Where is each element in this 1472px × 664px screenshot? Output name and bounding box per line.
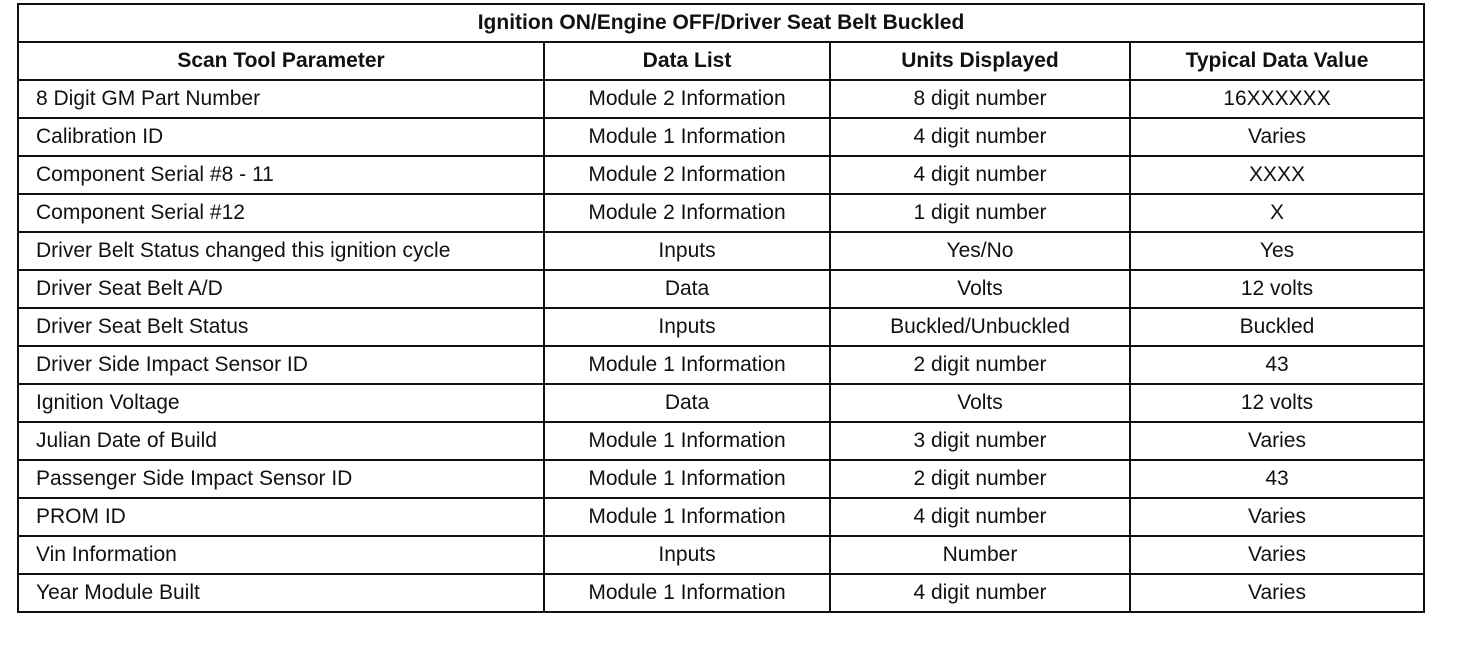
cell-units: 2 digit number	[830, 346, 1130, 384]
table-row	[18, 80, 1424, 118]
table-row	[18, 574, 1424, 612]
cell-typical-value: Buckled	[1130, 308, 1424, 346]
cell-typical-value: 16XXXXXX	[1130, 80, 1424, 118]
cell-data-list: Inputs	[544, 232, 830, 270]
cell-data-list: Inputs	[544, 536, 830, 574]
cell-typical-value: 12 volts	[1130, 384, 1424, 422]
table-row	[18, 536, 1424, 574]
cell-units: 1 digit number	[830, 194, 1130, 232]
cell-typical-value: Yes	[1130, 232, 1424, 270]
cell-data-list: Module 1 Information	[544, 498, 830, 536]
cell-parameter: Calibration ID	[18, 118, 544, 156]
table-head	[18, 4, 1424, 80]
cell-parameter: Driver Seat Belt Status	[18, 308, 544, 346]
cell-units: Volts	[830, 270, 1130, 308]
cell-units: Number	[830, 536, 1130, 574]
cell-data-list: Module 1 Information	[544, 574, 830, 612]
cell-data-list: Module 1 Information	[544, 118, 830, 156]
table-row	[18, 156, 1424, 194]
cell-parameter: Component Serial #8 - 11	[18, 156, 544, 194]
table-row	[18, 194, 1424, 232]
column-header-typical-data-value: Typical Data Value	[1130, 42, 1424, 80]
cell-data-list: Module 2 Information	[544, 80, 830, 118]
cell-data-list: Inputs	[544, 308, 830, 346]
table-body	[18, 80, 1424, 612]
table-row	[18, 308, 1424, 346]
table-row	[18, 232, 1424, 270]
cell-parameter: Driver Belt Status changed this ignition cycle	[18, 232, 544, 270]
cell-data-list: Data	[544, 270, 830, 308]
cell-typical-value: Varies	[1130, 536, 1424, 574]
table-row	[18, 384, 1424, 422]
column-header-data-list: Data List	[544, 42, 830, 80]
cell-data-list: Module 1 Information	[544, 422, 830, 460]
cell-typical-value: 43	[1130, 460, 1424, 498]
cell-parameter: Component Serial #12	[18, 194, 544, 232]
cell-typical-value: Varies	[1130, 498, 1424, 536]
cell-typical-value: Varies	[1130, 574, 1424, 612]
cell-parameter: Vin Information	[18, 536, 544, 574]
table-row	[18, 498, 1424, 536]
cell-units: Yes/No	[830, 232, 1130, 270]
column-header-scan-tool-parameter: Scan Tool Parameter	[18, 42, 544, 80]
scan-tool-data-table-container	[17, 3, 1423, 613]
cell-typical-value: Varies	[1130, 118, 1424, 156]
cell-units: 3 digit number	[830, 422, 1130, 460]
cell-data-list: Data	[544, 384, 830, 422]
cell-data-list: Module 2 Information	[544, 156, 830, 194]
cell-parameter: Passenger Side Impact Sensor ID	[18, 460, 544, 498]
table-title: Ignition ON/Engine OFF/Driver Seat Belt Buckled	[18, 4, 1424, 42]
cell-units: 2 digit number	[830, 460, 1130, 498]
table-row	[18, 422, 1424, 460]
cell-units: Buckled/Unbuckled	[830, 308, 1130, 346]
cell-units: 4 digit number	[830, 156, 1130, 194]
cell-units: Volts	[830, 384, 1130, 422]
column-header-units-displayed: Units Displayed	[830, 42, 1130, 80]
cell-parameter: Driver Seat Belt A/D	[18, 270, 544, 308]
table-header-row	[18, 42, 1424, 80]
cell-typical-value: 12 volts	[1130, 270, 1424, 308]
cell-typical-value: Varies	[1130, 422, 1424, 460]
cell-parameter: Year Module Built	[18, 574, 544, 612]
cell-typical-value: 43	[1130, 346, 1424, 384]
cell-parameter: Ignition Voltage	[18, 384, 544, 422]
table-row	[18, 346, 1424, 384]
cell-units: 4 digit number	[830, 118, 1130, 156]
table-row	[18, 270, 1424, 308]
cell-units: 8 digit number	[830, 80, 1130, 118]
cell-parameter: PROM ID	[18, 498, 544, 536]
table-title-row	[18, 4, 1424, 42]
scan-tool-data-table	[17, 3, 1425, 613]
cell-data-list: Module 2 Information	[544, 194, 830, 232]
cell-units: 4 digit number	[830, 498, 1130, 536]
cell-units: 4 digit number	[830, 574, 1130, 612]
cell-parameter: 8 Digit GM Part Number	[18, 80, 544, 118]
table-row	[18, 460, 1424, 498]
cell-data-list: Module 1 Information	[544, 346, 830, 384]
cell-data-list: Module 1 Information	[544, 460, 830, 498]
cell-typical-value: XXXX	[1130, 156, 1424, 194]
table-row	[18, 118, 1424, 156]
cell-typical-value: X	[1130, 194, 1424, 232]
cell-parameter: Driver Side Impact Sensor ID	[18, 346, 544, 384]
cell-parameter: Julian Date of Build	[18, 422, 544, 460]
